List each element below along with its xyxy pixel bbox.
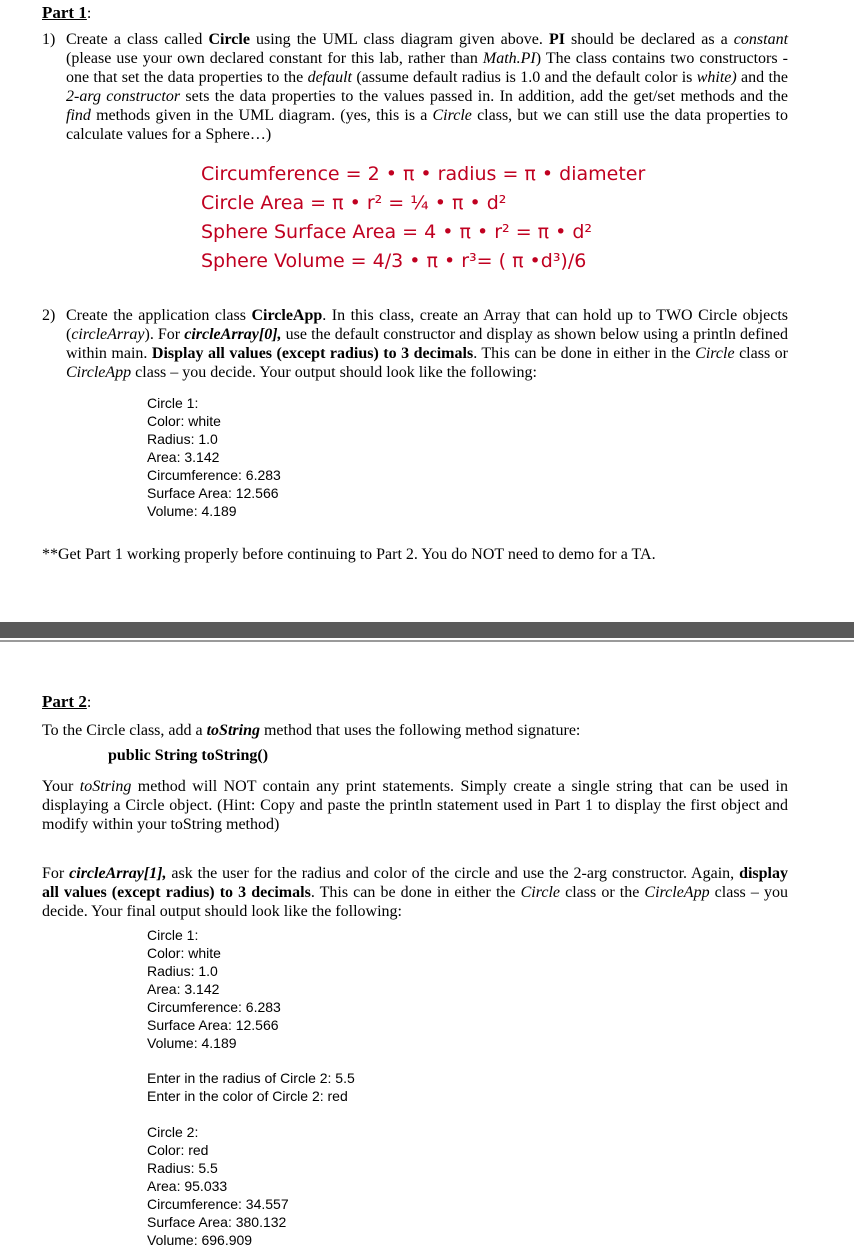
item2-paragraph: Create the application class CircleApp. In this class, create an Array that can hold up to TWO Circle objects (circleArray). For circleArray[0], use the default constructor and display as shown below using a println defined within main. Display all values (except radius) to 3 decimals. This can be done in either in the Circle class or CircleApp class – you decide. Your output should look like the following: bbox=[66, 307, 789, 381]
output-line: Surface Area: 380.132 bbox=[147, 1214, 287, 1230]
output-line: Volume: 4.189 bbox=[147, 503, 237, 519]
part2-console-output-circle1 bbox=[147, 926, 281, 1052]
formula-circle-area: Circle Area = π • r² = ¼ • π • d² bbox=[201, 192, 507, 214]
output-line: Circumference: 34.557 bbox=[147, 1196, 289, 1212]
output-line: Circumference: 6.283 bbox=[147, 999, 281, 1015]
page-divider bbox=[0, 622, 854, 638]
method-signature: public String toString() bbox=[108, 747, 269, 764]
part1-console-output bbox=[147, 394, 281, 520]
part2-console-output-circle2 bbox=[147, 1123, 289, 1249]
prompt-line: Enter in the radius of Circle 2: 5.5 bbox=[147, 1070, 355, 1086]
output-line: Circle 2: bbox=[147, 1124, 199, 1140]
part2-console-prompts bbox=[147, 1069, 355, 1105]
output-line: Circumference: 6.283 bbox=[147, 467, 281, 483]
output-line: Circle 1: bbox=[147, 395, 199, 411]
output-line: Volume: 4.189 bbox=[147, 1035, 237, 1051]
part2-intro: To the Circle class, add a toString method that uses the following method signature: bbox=[42, 722, 581, 739]
prompt-line: Enter in the color of Circle 2: red bbox=[147, 1088, 348, 1104]
formula-sphere-volume: Sphere Volume = 4/3 • π • r³= ( π •d³)/6 bbox=[201, 250, 587, 272]
page-divider-edge bbox=[0, 640, 854, 642]
output-line: Volume: 696.909 bbox=[147, 1232, 253, 1248]
formula-sphere-surface: Sphere Surface Area = 4 • π • r² = π • d² bbox=[201, 221, 593, 243]
output-line: Surface Area: 12.566 bbox=[147, 485, 279, 501]
part1-note: **Get Part 1 working properly before continuing to Part 2. You do NOT need to demo for a TA. bbox=[42, 546, 656, 563]
formula-list bbox=[201, 160, 645, 276]
item1-paragraph: Create a class called Circle using the UML class diagram given above. PI should be declared as a constant (please use your own declared constant for this lab, rather than Math.PI) The class contains two constructors - one that set the data properties to the default (assume default radius is 1.0 and the default color is white) and the 2-arg constructor sets the data properties to the values passed in. In addition, add the get/set methods and the find methods given in the UML diagram. (yes, this is a Circle class, but we can still use the data properties to calculate values for a Sphere…) bbox=[66, 31, 789, 143]
output-line: Area: 95.033 bbox=[147, 1178, 228, 1194]
item1-number: 1) bbox=[42, 31, 56, 48]
output-line: Area: 3.142 bbox=[147, 981, 220, 997]
item2-number: 2) bbox=[42, 307, 56, 324]
part2-tostring-paragraph: Your toString method will NOT contain any print statements. Simply create a single string that can be used in displaying a Circle object. (Hint: Copy and paste the println statement used in Part 1 to display the first object and modify within your toString method) bbox=[42, 778, 789, 833]
output-line: Surface Area: 12.566 bbox=[147, 1017, 279, 1033]
output-line: Radius: 1.0 bbox=[147, 431, 218, 447]
output-line: Color: white bbox=[147, 413, 221, 429]
output-line: Radius: 1.0 bbox=[147, 963, 218, 979]
part1-heading: Part 1: bbox=[42, 3, 92, 22]
output-line: Radius: 5.5 bbox=[147, 1160, 218, 1176]
output-line: Circle 1: bbox=[147, 927, 199, 943]
output-line: Color: red bbox=[147, 1142, 209, 1158]
output-line: Area: 3.142 bbox=[147, 449, 220, 465]
part2-heading: Part 2: bbox=[42, 692, 92, 711]
output-line: Color: white bbox=[147, 945, 221, 961]
formula-circumference: Circumference = 2 • π • radius = π • diameter bbox=[201, 163, 646, 185]
part2-input-paragraph: For circleArray[1], ask the user for the radius and color of the circle and use the 2-arg constructor. Again, display all values (except radius) to 3 decimals. This can be done in either the Circle class or the CircleApp class – you decide. Your final output should look like the following: bbox=[42, 865, 788, 920]
